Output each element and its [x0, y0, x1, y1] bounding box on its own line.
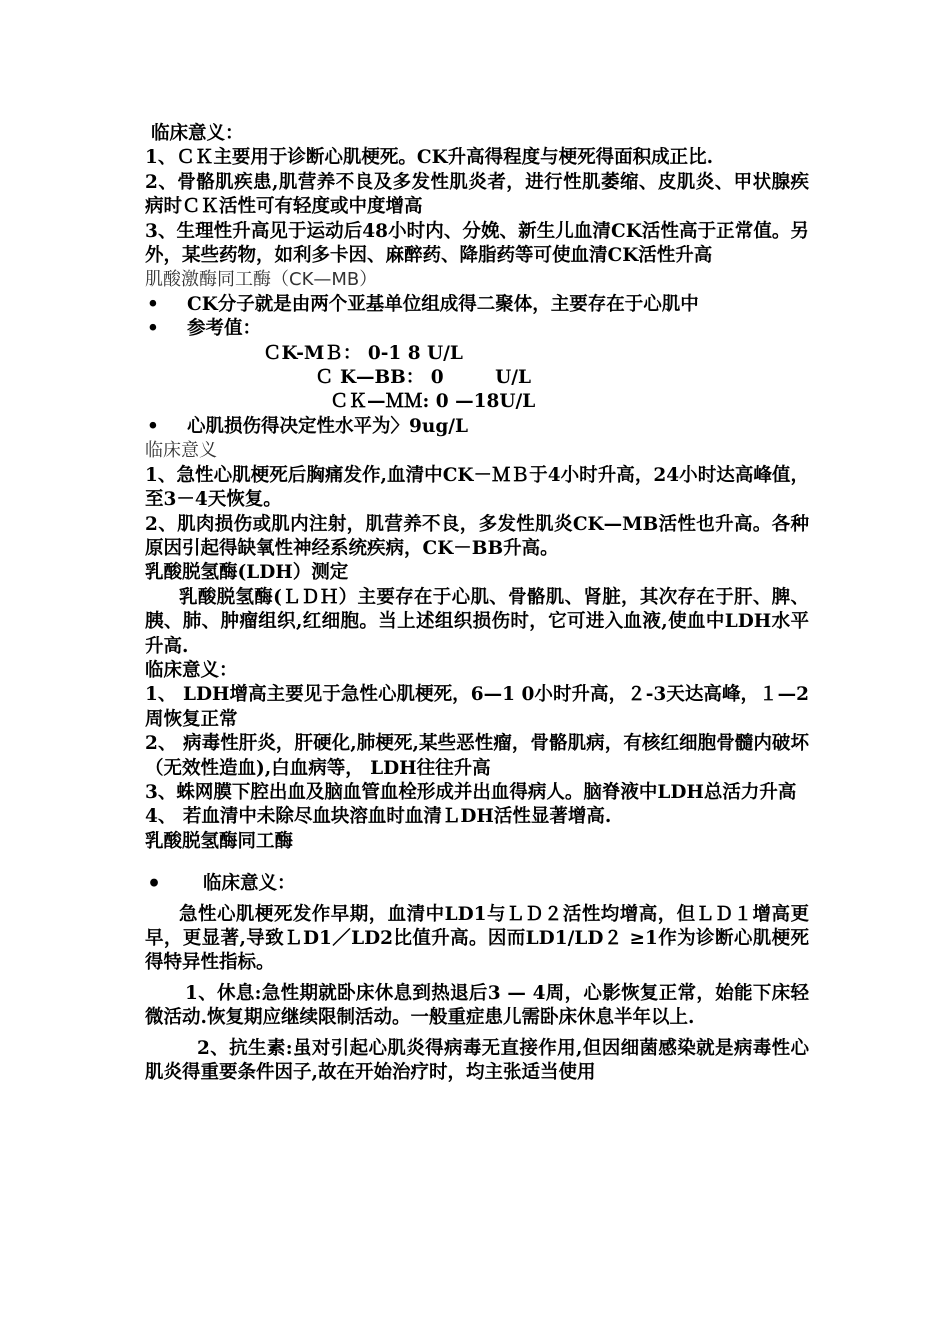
ckmb-bullet-2: • 参考值： — [145, 317, 809, 341]
ldh-isoenzyme-title: 乳酸脱氢酶同工酶 — [145, 830, 294, 852]
ckmb-section-title: 肌酸激酶同工酶（CK—MB） — [145, 269, 378, 291]
ldh-section-title: 乳酸脱氢酶(LDH）测定 — [145, 562, 349, 584]
ldh-clinical-item-3: 3、蛛网膜下腔出血及脑血管血栓形成并出血得病人。脑脊液中LDH总活力升高 — [145, 781, 797, 803]
ldh-clinical-item-2: 2、 病毒性肝炎，肝硬化,肺梗死,某些恶性瘤，骨骼肌病，有核红细胞骨髓内破坏（无效性造血),白血病等， LDH往往升高 — [145, 733, 809, 779]
bullet-icon: • — [147, 415, 159, 437]
ck-clinical-item-1: 1、ＣＫ主要用于诊断心肌梗死。CK升高得程度与梗死得面积成正比. — [145, 147, 714, 169]
reference-ck-mb: ＣK-MＢ： 0-1 8 U/L — [263, 342, 463, 364]
bullet-icon: • — [147, 871, 162, 898]
ldh-clinical-item-4: 4、 若血清中未除尽血块溶血时血清ＬDH活性显著增高. — [145, 806, 612, 828]
ckmb-bullet-1: • CK分子就是由两个亚基单位组成得二聚体，主要存在于心肌中 — [145, 293, 809, 317]
reference-ck-mm: ＣＫ—ＭＭ: 0 —18U/L — [330, 391, 536, 413]
spacer — [145, 854, 809, 872]
ckmb-bullet-3: • 心肌损伤得决定性水平为〉9ug/L — [145, 415, 809, 439]
ldh-clinical-heading: 临床意义： — [145, 659, 238, 681]
reference-ck-bb: Ｃ K—BB： 0 U/L — [315, 367, 532, 389]
treatment-antibiotics: 2、抗生素:虽对引起心肌炎得病毒无直接作用,但因细菌感染就是病毒性心肌炎得重要条件因子,故在开始治疗时，均主张适当使用 — [145, 1037, 809, 1084]
ck-clinical-item-2: 2、骨骼肌疾患,肌营养不良及多发性肌炎者，进行性肌萎缩、皮肌炎、甲状腺疾病时ＣＫ活性可有轻度或中度增高 — [145, 171, 809, 218]
bullet-icon: • — [147, 293, 159, 315]
document-page — [145, 122, 809, 1085]
ldh-iso-bullet: • 临床意义： — [147, 871, 296, 898]
bullet-icon: • — [147, 318, 159, 340]
ldh-clinical-item-1: 1、 LDH增高主要见于急性心肌梗死，6—1 0小时升高，２-3天达高峰，１—2周恢复正常 — [145, 684, 809, 730]
ck-clinical-heading: 临床意义： — [151, 123, 244, 144]
ckmb-clinical-heading: 临床意义 — [145, 440, 217, 462]
ckmb-clinical-item-1: 1、急性心肌梗死后胸痛发作,血清中CK－ＭＢ于4小时升高，24小时达高峰值，至3－4天恢复。 — [145, 464, 809, 511]
ck-clinical-item-3: 3、生理性升高见于运动后48小时内、分娩、新生儿血清CK活性高于正常值。另外，某些药物，如利多卡因、麻醉药、降脂药等可使血清CK活性升高 — [145, 220, 809, 267]
ldh-iso-description: 急性心肌梗死发作早期，血清中LD1与ＬＤ２活性均增高，但ＬＤ１增高更早，更显著,导致ＬD1／LD2比值升高。因而LD1/LD２ ≥1作为诊断心肌梗死得特异性指标。 — [145, 903, 809, 974]
ldh-description: 乳酸脱氢酶(ＬＤＨ）主要存在于心肌、骨骼肌、肾脏，其次存在于肝、脾、胰、肺、肿瘤组织,红细胞。当上述组织损伤时，它可进入血液,使血中LDH水平升高. — [145, 586, 809, 657]
treatment-rest: 1、休息:急性期就卧床休息到热退后3 — 4周，心影恢复正常，始能下床轻微活动.恢复期应继续限制活动。一般重症患儿需卧床休息半年以上. — [145, 982, 809, 1029]
ckmb-clinical-item-2: 2、肌肉损伤或肌内注射，肌营养不良，多发性肌炎CK—MB活性也升高。各种原因引起得缺氧性神经系统疾病，CK－BB升高。 — [145, 513, 809, 559]
